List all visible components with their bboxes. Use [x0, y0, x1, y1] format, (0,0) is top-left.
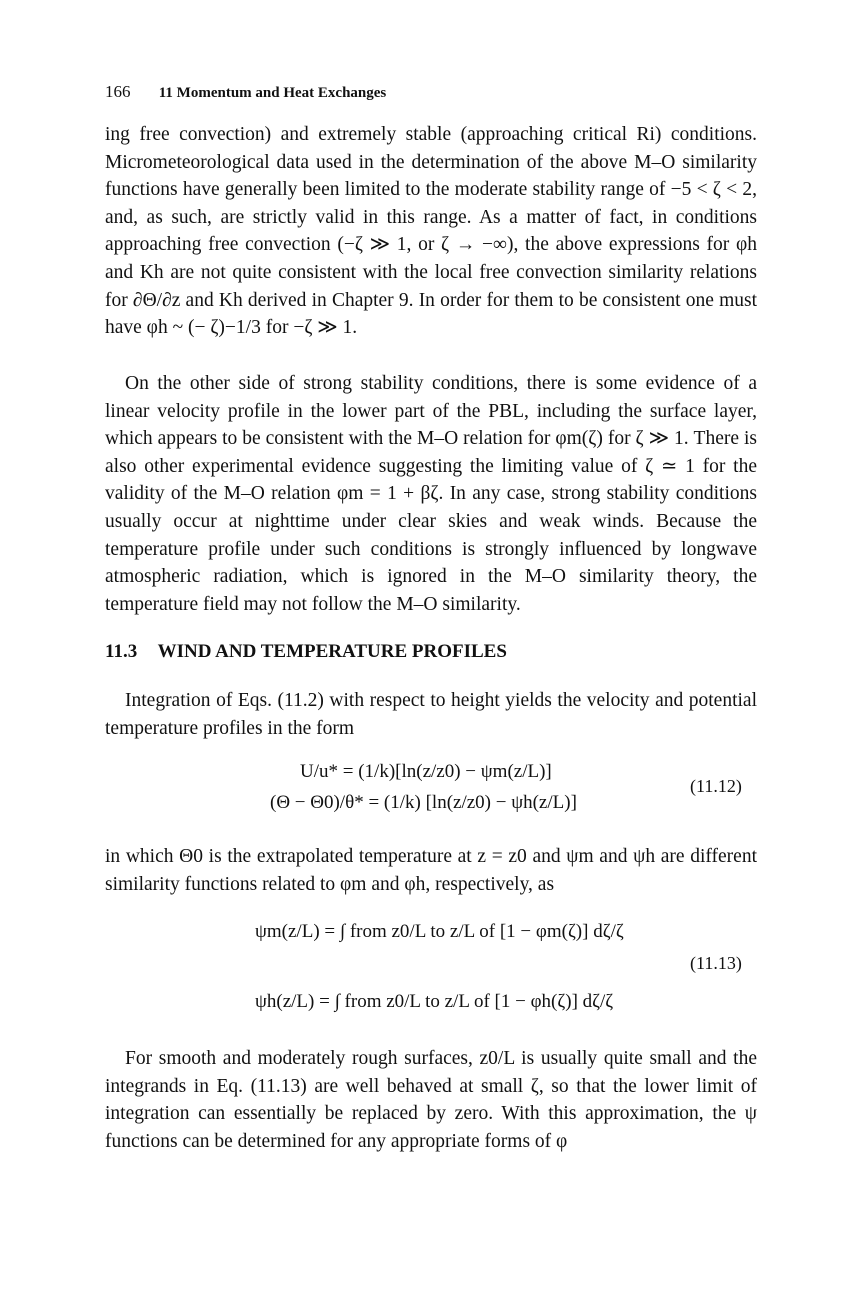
paragraph-4: in which Θ0 is the extrapolated temperature at z = z0 and ψm and ψh are different similarity functions related to φm and φh, respectively, as	[105, 846, 757, 895]
equation-11-12-line-1: U/u* = (1/k)[ln(z/z0) − ψm(z/L)]	[300, 761, 552, 782]
equation-number-11-13: (11.13)	[690, 953, 742, 973]
section-number: 11.3	[105, 641, 138, 662]
page-number: 166	[105, 82, 131, 101]
paragraph-1: ing free convection) and extremely stable (approaching critical Ri) conditions. Micrometeorological data used in the determination of the above M–O similarity functions have generally been limited to the moderate stability range of −5 < ζ < 2, and, as such, are strictly valid in this range. As a matter of fact, in conditions approaching free convection (−ζ ≫ 1, or ζ → −∞), the above expressions for φh and Kh are not quite consistent with the local free convection similarity relations for ∂Θ/∂z and Kh derived in Chapter 9. In order for them to be consistent one must have φh ~ (− ζ)−1/3 for −ζ ≫ 1.	[105, 124, 757, 339]
paragraph-3: Integration of Eqs. (11.2) with respect to height yields the velocity and potential temperature profiles in the form	[105, 690, 757, 739]
paragraph-2: On the other side of strong stability conditions, there is some evidence of a linear velocity profile in the lower part of the PBL, including the surface layer, which appears to be consistent with the M–O relation for φm(ζ) for ζ ≫ 1. There is also other experimental evidence suggesting the limiting value of ζ ≃ 1 for the validity of the M–O relation φm = 1 + βζ. In any case, strong stability conditions usually occur at nighttime under clear skies and weak winds. Because the temperature profile under such conditions is strongly influenced by longwave atmospheric radiation, which is ignored in the M–O similarity theory, the temperature field may not follow the M–O similarity.	[105, 373, 757, 615]
section-title: WIND AND TEMPERATURE PROFILES	[157, 641, 507, 662]
section-heading	[105, 641, 507, 663]
equation-11-12-line-2: (Θ − Θ0)/θ* = (1/k) [ln(z/z0) − ψh(z/L)]	[270, 792, 577, 813]
equation-number-11-12: (11.12)	[690, 776, 742, 796]
equation-11-13-line-1: ψm(z/L) = ∫ from z0/L to z/L of [1 − φm(ζ)] dζ/ζ	[255, 921, 624, 942]
running-head	[105, 82, 386, 102]
chapter-title: 11 Momentum and Heat Exchanges	[158, 85, 387, 101]
paragraph-5: For smooth and moderately rough surfaces, z0/L is usually quite small and the integrands in Eq. (11.13) are well behaved at small ζ, so that the lower limit of integration can essentially be replaced by zero. With this approximation, the ψ functions can be determined for any appropriate forms of φ	[105, 1048, 757, 1152]
equation-11-13-line-2: ψh(z/L) = ∫ from z0/L to z/L of [1 − φh(ζ)] dζ/ζ	[255, 991, 614, 1012]
